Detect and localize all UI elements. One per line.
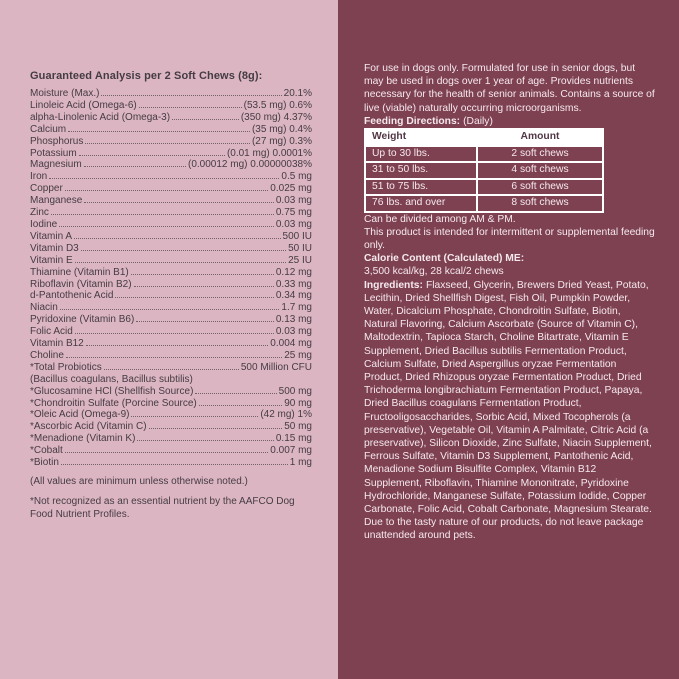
feeding-table-row [366,147,602,162]
analysis-label: Calcium [30,123,67,135]
analysis-label: Thiamine (Vitamin B1) [30,266,129,278]
analysis-value: 0.34 mg [275,290,312,302]
analysis-value: 50 IU [288,242,312,254]
analysis-row [30,338,312,350]
dotted-leader [136,321,274,322]
analysis-label: *Ascorbic Acid (Vitamin C) [30,421,147,433]
analysis-row [30,207,312,219]
analysis-label: Niacin [30,302,58,314]
analysis-label: Copper [30,183,63,195]
package-warning-text: Due to the tasty nature of our products, do not leave package unattended around pets. [364,517,644,542]
analysis-label: Zinc [30,207,49,219]
analysis-label: Vitamin D3 [30,242,79,254]
analysis-value: (42 mg) 1% [260,409,312,421]
analysis-label: Choline [30,349,64,361]
analysis-value: (35 mg) 0.4% [251,123,312,135]
analysis-label: Potassium [30,147,77,159]
dotted-leader [51,214,274,215]
ingredients-label: Ingredients: [364,279,423,291]
analysis-row [30,124,312,136]
analysis-label: *Cobalt [30,445,63,457]
feeding-table-weight-cell: Up to 30 lbs. [366,147,476,162]
calorie-content-value: 3,500 kcal/kg, 28 kcal/2 chews [364,266,504,278]
guaranteed-analysis-title: Guaranteed Analysis per 2 Soft Chews (8g): [30,70,263,82]
dotted-leader [195,393,276,394]
analysis-row [30,112,312,124]
dotted-leader [131,416,258,417]
analysis-row [30,362,312,374]
analysis-row [30,148,312,160]
analysis-value: 0.12 mg [275,266,312,278]
analysis-row [30,421,312,433]
feeding-table-row [366,180,602,195]
dotted-leader [60,309,280,310]
analysis-row [30,183,312,195]
guaranteed-analysis-list [30,88,312,469]
analysis-row [30,433,312,445]
analysis-value: 25 IU [288,254,312,266]
analysis-row [30,386,312,398]
aafco-note: *Not recognized as an essential nutrient by the AAFCO Dog Food Nutrient Profiles. [30,496,295,520]
feeding-table-amount-cell: 8 soft chews [478,196,602,211]
usage-intro-text: For use in dogs only. Formulated for use in senior dogs, but may be used in dogs over 1 year of age. Provides nutrients necessary for the health of senior animals. Contains a source of live (viable) naturally occurring microorganisms. [364,63,655,114]
dotted-leader [59,226,274,227]
dotted-leader [115,297,273,298]
feeding-table-header-amount: Amount [478,130,602,145]
dotted-leader [74,238,280,239]
analysis-label: *Menadione (Vitamin K) [30,433,136,445]
dotted-leader [104,369,239,370]
feeding-table-row [366,163,602,178]
dotted-leader [81,250,286,251]
analysis-row [30,457,312,469]
analysis-value: 0.03 mg [275,326,312,338]
analysis-value: 50 mg [284,421,312,433]
analysis-label: (Bacillus coagulans, Bacillus subtilis) [30,373,193,385]
dotted-leader [49,178,279,179]
dotted-leader [137,440,273,441]
analysis-value: 20.1% [283,88,312,99]
analysis-label: *Glucosamine HCl (Shellfish Source) [30,385,194,397]
dotted-leader [65,452,268,453]
dotted-leader [61,464,288,465]
analysis-value: 90 mg [284,397,312,409]
dotted-leader [85,143,250,144]
analysis-label: *Total Probiotics [30,361,102,373]
guaranteed-analysis-panel [0,0,338,679]
feeding-table-header-row [366,130,602,145]
analysis-value: 500 Million CFU [240,361,312,373]
analysis-value: 1.7 mg [281,302,312,314]
dotted-leader [139,107,242,108]
analysis-value: (350 mg) 4.37% [240,111,312,123]
analysis-label: *Biotin [30,457,59,469]
analysis-value: 0.03 mg [275,218,312,230]
analysis-label: Iron [30,171,48,183]
analysis-label: Manganese [30,195,83,207]
analysis-value: (27 mg) 0.3% [251,135,312,147]
analysis-value: (0.01 mg) 0.0001% [226,147,312,159]
analysis-label: d-Pantothenic Acid [30,290,114,302]
analysis-row [30,100,312,112]
dotted-leader [86,345,269,346]
analysis-label: Vitamin E [30,254,73,266]
dotted-leader [66,357,282,358]
analysis-row [30,409,312,421]
analysis-row [30,88,312,100]
analysis-label: Iodine [30,218,58,230]
analysis-row [30,267,312,279]
ingredients-paragraph [364,279,655,517]
analysis-label: Riboflavin (Vitamin B2) [30,278,132,290]
analysis-label: *Chondroitin Sulfate (Porcine Source) [30,397,197,409]
analysis-row [30,326,312,338]
analysis-label: Vitamin B12 [30,338,84,350]
dotted-leader [101,95,281,96]
analysis-row [30,290,312,302]
feeding-table [364,128,604,213]
analysis-value: 25 mg [284,349,312,361]
analysis-value: 0.007 mg [270,445,312,457]
dotted-leader [84,166,186,167]
analysis-row [30,243,312,255]
feeding-table-weight-cell: 31 to 50 lbs. [366,163,476,178]
analysis-row [30,302,312,314]
analysis-value: (0.00012 mg) 0.00000038% [188,159,312,171]
feeding-directions-suffix: (Daily) [463,115,493,127]
analysis-value: 0.03 mg [275,195,312,207]
feeding-table-weight-cell: 51 to 75 lbs. [366,180,476,195]
analysis-row [30,350,312,362]
intermittent-feeding-note: This product is intended for intermittent or supplemental feeding only. [364,226,655,251]
feeding-table-amount-cell: 6 soft chews [478,180,602,195]
analysis-row [30,374,312,386]
analysis-row [30,445,312,457]
analysis-label: alpha-Linolenic Acid (Omega-3) [30,111,171,123]
analysis-label: Vitamin A [30,230,73,242]
analysis-label: Moisture (Max.) [30,88,100,99]
calorie-content-label: Calorie Content (Calculated) ME: [364,253,525,265]
analysis-label: Phosphorus [30,135,84,147]
analysis-row [30,314,312,326]
feeding-directions-heading [364,115,655,128]
dotted-leader [149,428,283,429]
analysis-value: 0.75 mg [275,207,312,219]
dotted-leader [84,202,274,203]
dotted-leader [134,286,274,287]
feeding-split-note: Can be divided among AM & PM. [364,213,516,225]
analysis-value: 500 IU [282,230,312,242]
analysis-value: 0.025 mg [270,183,312,195]
analysis-label: Linoleic Acid (Omega-6) [30,99,137,111]
analysis-row [30,398,312,410]
analysis-label: *Oleic Acid (Omega-9) [30,409,130,421]
analysis-value: 0.5 mg [281,171,312,183]
analysis-label: Pyridoxine (Vitamin B6) [30,314,135,326]
ingredients-text: Flaxseed, Glycerin, Brewers Dried Yeast, Potato, Lecithin, Dried Shellfish Digest, Fish Oil, Pumpkin Powder, Water, Dicalcium Phosphate, Chondroitin Sulfate, Biotin, Natural Flavoring, Calcium Ascorbate (Source of Vitamin C), Maltodextrin, Tapioca Starch, Choline Bitartrate, Vitamin E Supplement, Dried Bacillus subtilis Fermentation Product, Calcium Sulfate, Dried Aspergillus oryzae Fermentation Product, Dried Rhizopus oryzae Fermentation Product, Dried Trichoderma longibrachiatum Fermentation Product, Papaya, Dried Bacillus coagulans Fermentation Product, Fructooligosaccharides, Sorbic Acid, Mixed Tocopherols (a preservative), Vegetable Oil, Vitamin A Palmitate, Citric Acid (a preservative), Silicon Dioxide, Zinc Sulfate, Niacin Supplement, Ferrous Sulfate, Vitamin D3 Supplement, Pantothenic Acid, Menadione Sodium Bisulfite Complex, Vitamin B12 Supplement, Riboflavin, Thiamine Mononitrate, Pyridoxine Hydrochloride, Manganese Sulfate, Potassium Iodide, Copper Carbonate, Folic Acid, Cobalt Carbonate, Magnesium Stearate. [364,279,652,515]
analysis-row [30,255,312,267]
feeding-table-amount-cell: 2 soft chews [478,147,602,162]
feeding-table-amount-cell: 4 soft chews [478,163,602,178]
analysis-value: 0.004 mg [270,338,312,350]
dotted-leader [68,131,250,132]
analysis-row [30,195,312,207]
feeding-table-row [366,196,602,211]
analysis-value: 500 mg [278,385,312,397]
analysis-label: Magnesium [30,159,82,171]
usage-info-panel [338,0,679,679]
analysis-row [30,231,312,243]
analysis-row [30,136,312,148]
dotted-leader [75,333,274,334]
feeding-table-header-weight: Weight [366,130,476,145]
feeding-table-weight-cell: 76 lbs. and over [366,196,476,211]
dotted-leader [172,119,239,120]
dotted-leader [75,262,286,263]
analysis-value: (53.5 mg) 0.6% [243,99,312,111]
analysis-row [30,171,312,183]
minimum-values-note: (All values are minimum unless otherwise noted.) [30,476,248,487]
analysis-row [30,159,312,171]
analysis-row [30,279,312,291]
analysis-label: Folic Acid [30,326,73,338]
dotted-leader [65,190,268,191]
feeding-directions-label: Feeding Directions: [364,115,461,127]
dotted-leader [199,405,282,406]
analysis-value: 1 mg [289,457,312,469]
analysis-value: 0.15 mg [275,433,312,445]
dotted-leader [79,155,225,156]
dotted-leader [131,274,274,275]
analysis-row [30,219,312,231]
analysis-value: 0.13 mg [275,314,312,326]
analysis-value: 0.33 mg [275,278,312,290]
